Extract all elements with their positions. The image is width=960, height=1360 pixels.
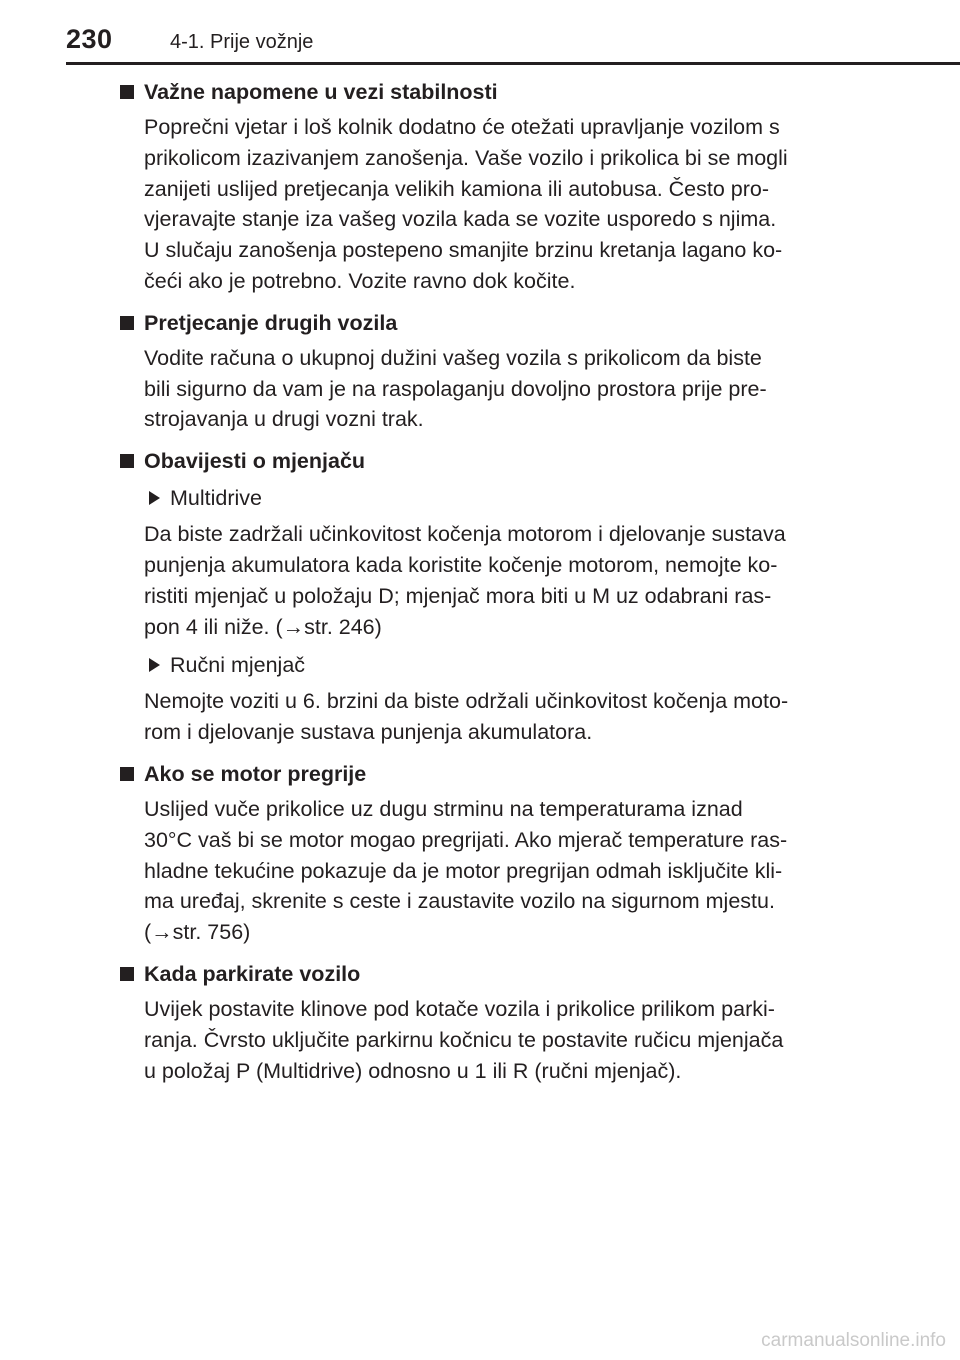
section-parking: [118, 958, 856, 1086]
section-heading-text: Obavijesti o mjenjaču: [144, 449, 366, 474]
section-overtaking: [118, 307, 856, 435]
sub-heading-text: Multidrive: [170, 486, 262, 511]
section-heading-text: Važne napomene u vezi stabilnosti: [144, 80, 498, 104]
section-paragraph: Uvijek postavite klinove pod kotače vozila i prikolice prilikom parki- ranja. Čvrsto uključite parkirnu kočnicu te postavite ručicu mjenjača u položaj P (Multidrive) odnosno u 1 ili R (ručni mjenjač).: [144, 996, 784, 1083]
sub-heading-text: Ručni mjenjač: [170, 653, 306, 678]
section-heading: [118, 76, 856, 108]
square-bullet-icon: [120, 967, 134, 981]
section-paragraph: Poprečni vjetar i loš kolnik dodatno će otežati upravljanje vozilom s prikolicom izazivanjem zanošenja. Vaše vozilo i prikolica bi se mogli zanijeti uslijed pretjecanja velikih kamiona ili autobusa. Često pro- vjeravajte stanje iza vašeg vozila kada se vozite usporedo s njima. U slučaju zanošenja postepeno smanjite brzinu kretanja lagano ko- čeći ako je potrebno. Vozite ravno dok kočite.: [144, 115, 788, 293]
section-heading: [118, 958, 856, 990]
section-stability: [118, 76, 856, 297]
square-bullet-icon: [120, 85, 134, 99]
triangle-bullet-icon: [149, 491, 160, 505]
section-heading: [118, 445, 856, 477]
section-paragraph: Da biste zadržali učinkovitost kočenja motorom i djelovanje sustava punjenja akumulatora kada koristite kočenje motorom, nemojte ko- ristiti mjenjač u položaju D; mjenjač mora biti u M uz odabrani ras- pon 4 ili niže. (→str. 246): [144, 522, 786, 639]
header-divider: [66, 62, 960, 65]
page-header: [0, 0, 960, 66]
section-heading: [118, 758, 856, 790]
page-content: [118, 76, 856, 1096]
square-bullet-icon: [120, 767, 134, 781]
square-bullet-icon: [120, 316, 134, 330]
section-paragraph: Vodite računa o ukupnoj dužini vašeg vozila s prikolicom da biste bili sigurno da vam je na raspolaganju dovoljno prostora prije pre- strojavanja u drugi vozni trak.: [144, 345, 767, 432]
section-heading-text: Kada parkirate vozilo: [144, 961, 361, 986]
chapter-title: 4-1. Prije vožnje: [170, 31, 314, 53]
section-heading-text: Ako se motor pregrije: [144, 761, 367, 786]
square-bullet-icon: [120, 454, 134, 468]
page-number: 230: [66, 24, 113, 54]
triangle-bullet-icon: [149, 658, 160, 672]
section-paragraph: Uslijed vuče prikolice uz dugu strminu na temperaturama iznad 30°C vaš bi se motor mogao pregrijati. Ako mjerač temperature ras- hladne tekućine pokazuje da je motor pregrijan odmah isključite kli- ma uređaj, skrenite s ceste i zaustavite vozilo na sigurnom mjestu. (→str. 756): [144, 796, 788, 945]
section-transmission: [118, 445, 856, 748]
section-paragraph: Nemojte voziti u 6. brzini da biste održali učinkovitost kočenja moto- rom i djelovanje sustava punjenja akumulatora.: [144, 689, 789, 745]
sub-heading-manual: [144, 648, 856, 682]
watermark: carmanualsonline.info: [761, 1330, 946, 1351]
section-overheating: [118, 758, 856, 948]
sub-heading-multidrive: [144, 481, 856, 515]
section-heading: [118, 307, 856, 339]
section-heading-text: Pretjecanje drugih vozila: [144, 310, 398, 335]
